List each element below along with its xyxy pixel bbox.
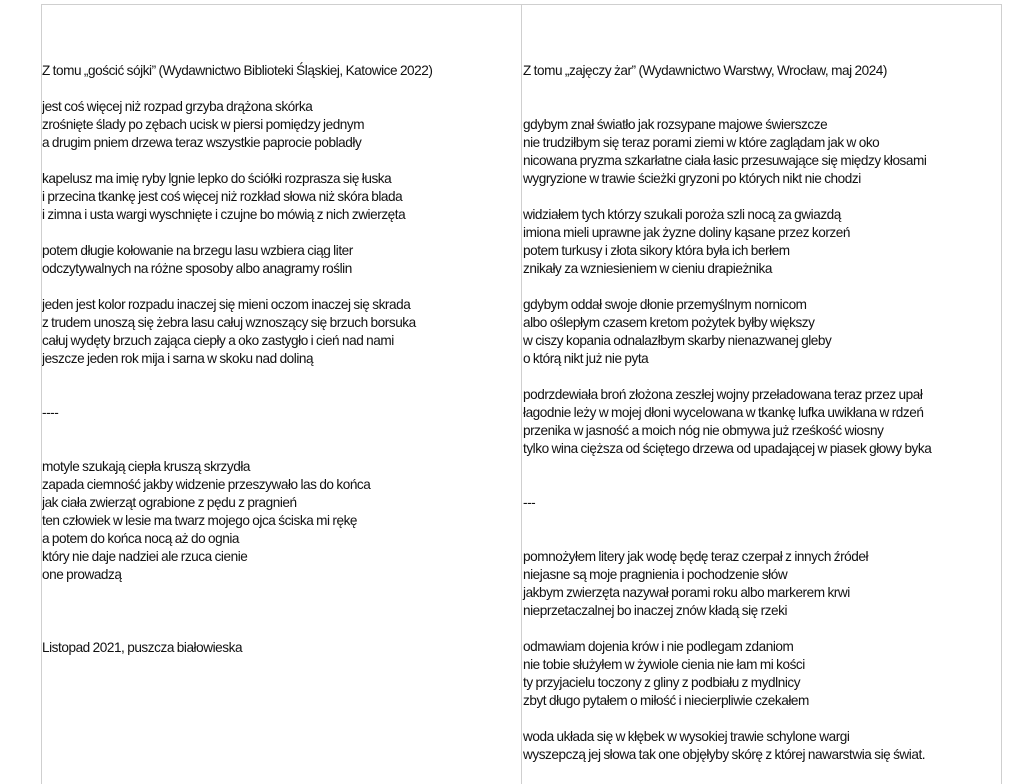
left-stanza-3 <box>42 242 432 278</box>
poem-line: i przecina tkankę jest coś więcej niż rozkład słowa niż skóra blada <box>42 189 403 204</box>
poem-line: z trudem unoszą się żebra lasu całuj wznoszący się brzuch borsuka <box>42 315 416 330</box>
left-stanza-4 <box>42 296 432 368</box>
right-stanza-2 <box>523 206 931 278</box>
poem-line: a drugim pniem drzewa teraz wszystkie paprocie pobladły <box>42 135 362 150</box>
poem-line: ty przyjacielu toczony z gliny z podbiału z mydlnicy <box>523 675 801 690</box>
left-page-text <box>42 62 432 657</box>
right-page-text <box>523 62 931 764</box>
poem-line: one prowadzą <box>42 567 122 582</box>
poem-line: ten człowiek w lesie ma twarz mojego ojca ściska mi rękę <box>42 513 358 528</box>
section-separator: --- <box>523 495 536 510</box>
poem-line: który nie daje nadziei ale rzuca cienie <box>42 549 248 564</box>
right-stanza-6 <box>523 638 931 710</box>
right-page-heading: Z tomu „zajęczy żar” (Wydawnictwo Warstwy, Wrocław, maj 2024) <box>523 63 887 78</box>
poem-line: o którą nikt już nie pyta <box>523 351 649 366</box>
poem-line: nieprzetaczalnej bo inaczej znów kładą się rzeki <box>523 603 788 618</box>
right-stanza-3 <box>523 296 931 368</box>
poem-line: potem turkusy i złota sikory która była ich berłem <box>523 243 790 258</box>
poem-line: wyszepczą jej słowa tak one objęłyby skórę z której nawarstwia się świat. <box>523 747 926 762</box>
poem-line: przenika w jasność a moich nóg nie obmywa już rześkość wiosny <box>523 423 884 438</box>
poem-line: zapada ciemność jakby widzenie przeszywało las do końca <box>42 477 371 492</box>
poem-line: jak ciała zwierząt ograbione z pędu z pragnień <box>42 495 297 510</box>
poem-line: odczytywalnych na różne sposoby albo anagramy roślin <box>42 261 352 276</box>
poem-line: imiona mieli uprawne jak żyzne doliny kąsane przez korzeń <box>523 225 850 240</box>
poem-line: gdybym znał światło jak rozsypane majowe świerszcze <box>523 117 828 132</box>
poem-line: znikały za wzniesieniem w cieniu drapieżnika <box>523 261 772 276</box>
poem-line: zrośnięte ślady po zębach ucisk w piersi pomiędzy jednym <box>42 117 365 132</box>
poem-line: kapelusz ma imię ryby lgnie lepko do ściółki rozprasza się łuska <box>42 171 392 186</box>
poem-line: pomnożyłem litery jak wodę będę teraz czerpał z innych źródeł <box>523 549 869 564</box>
section-separator: ---- <box>42 405 59 420</box>
right-page <box>521 4 1002 784</box>
poem-line: nie trudziłbym się teraz porami ziemi w które zaglądam jak w oko <box>523 135 880 150</box>
poem-line: nie tobie służyłem w żywiole cienia nie łam mi kości <box>523 657 805 672</box>
left-stanza-2 <box>42 170 432 224</box>
poem-line: i zimna i usta wargi wyschnięte i czujne bo mówią z nich zwierzęta <box>42 207 406 222</box>
poem-line: tylko wina cięższa od ściętego drzewa od upadającej w piasek głowy byka <box>523 441 932 456</box>
right-stanza-4 <box>523 386 931 458</box>
poem-line: całuj wydęty brzuch zająca ciepły a oko zastygło i cień nad nami <box>42 333 394 348</box>
poem-line: jest coś więcej niż rozpad grzyba drążona skórka <box>42 99 313 114</box>
poem-line: łagodnie leży w mojej dłoni wycelowana w tkankę lufka uwikłana w rdzeń <box>523 405 924 420</box>
left-stanza-5 <box>42 458 432 584</box>
left-stanza-1 <box>42 98 432 152</box>
poem-line: niejasne są moje pragnienia i pochodzenie słów <box>523 567 788 582</box>
poem-line: podrzdewiała broń złożona zeszłej wojny przeładowana teraz przez upał <box>523 387 923 402</box>
poem-line: jeszcze jeden rok mija i sarna w skoku nad doliną <box>42 351 314 366</box>
left-page-heading: Z tomu „gościć sójki” (Wydawnictwo Biblioteki Śląskiej, Katowice 2022) <box>42 63 433 78</box>
right-stanza-5 <box>523 548 931 620</box>
poem-line: w ciszy kopania odnalazłbym skarby nienazwanej gleby <box>523 333 832 348</box>
poem-line: wygryzione w trawie ścieżki gryzoni po których nikt nie chodzi <box>523 171 861 186</box>
poem-signature: Listopad 2021, puszcza białowieska <box>42 640 243 655</box>
poem-line: gdybym oddał swoje dłonie przemyślnym nornicom <box>523 297 807 312</box>
poem-line: a potem do końca nocą aż do ognia <box>42 531 240 546</box>
left-page <box>41 4 522 784</box>
poem-line: widziałem tych którzy szukali poroża szli nocą za gwiazdą <box>523 207 841 222</box>
right-stanza-1 <box>523 116 931 188</box>
poem-line: jakbym zwierzęta nazywał porami roku albo markerem krwi <box>523 585 850 600</box>
poem-line: potem długie kołowanie na brzegu lasu wzbiera ciąg liter <box>42 243 353 258</box>
right-stanza-7 <box>523 728 931 764</box>
poem-line: albo oślepłym czasem kretom pożytek byłby większy <box>523 315 815 330</box>
poem-line: zbyt długo pytałem o miłość i niecierpliwie czekałem <box>523 693 809 708</box>
poem-line: nicowana pryzma szkarłatne ciała łasic przesuwające się między kłosami <box>523 153 927 168</box>
poem-line: odmawiam dojenia krów i nie podlegam zdaniom <box>523 639 794 654</box>
poem-line: woda układa się w kłębek w wysokiej trawie schylone wargi <box>523 729 850 744</box>
poem-line: jeden jest kolor rozpadu inaczej się mieni oczom inaczej się skrada <box>42 297 411 312</box>
poem-line: motyle szukają ciepła kruszą skrzydła <box>42 459 250 474</box>
